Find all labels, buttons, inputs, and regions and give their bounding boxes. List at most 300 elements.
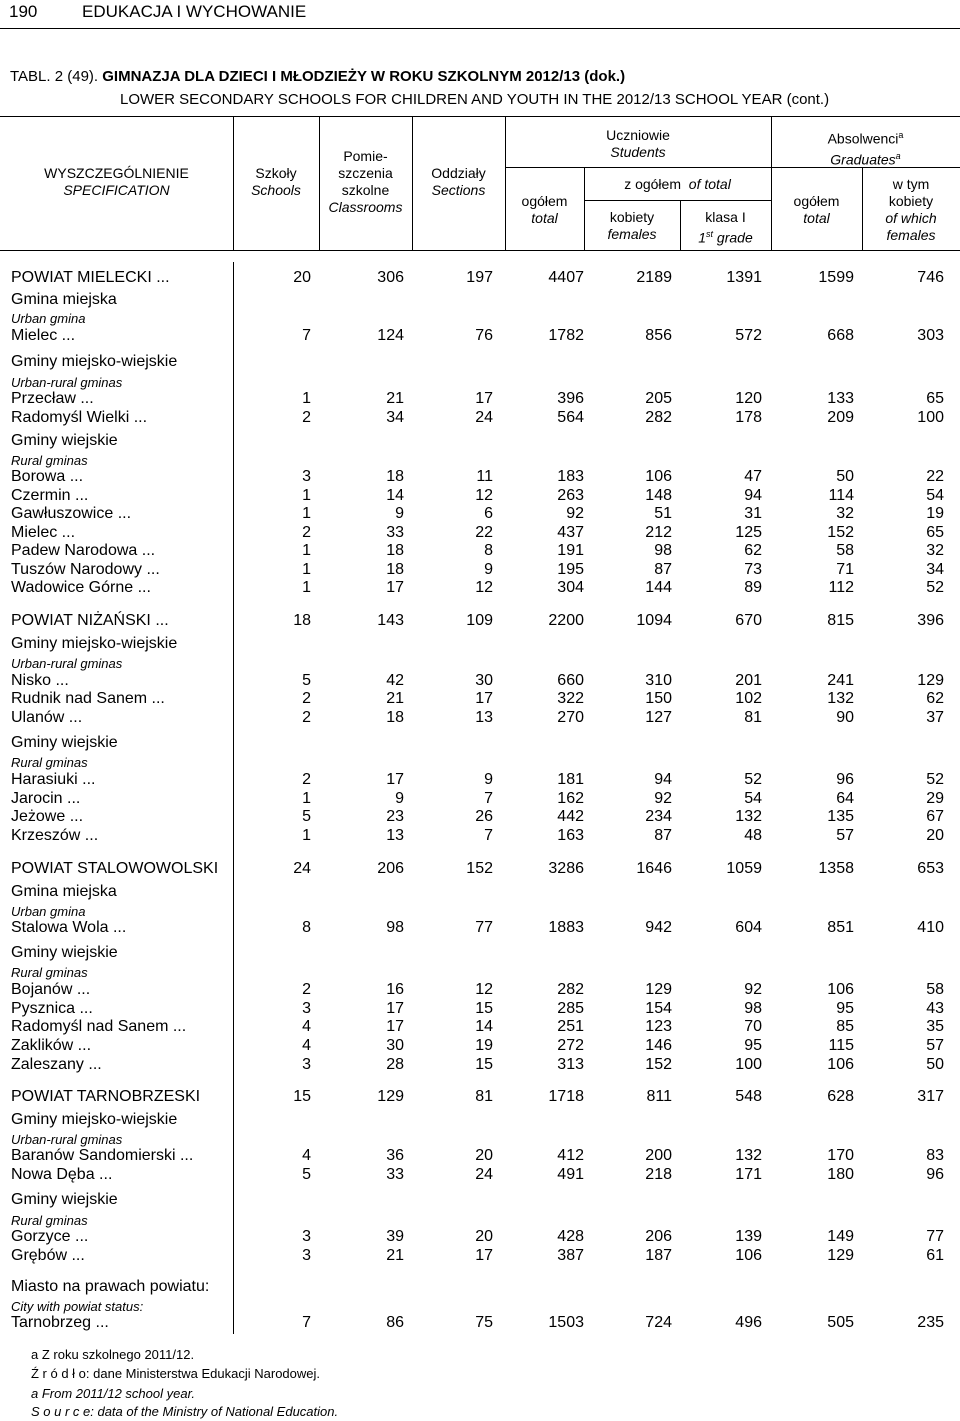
footnote-a-en: a From 2011/12 school year. (31, 1386, 196, 1401)
row-value: 628 (827, 1088, 854, 1105)
row-value: 61 (926, 1247, 944, 1264)
row-value: 815 (827, 612, 854, 629)
row-value: 437 (557, 524, 584, 541)
row-value: 505 (827, 1314, 854, 1331)
row-value: 112 (828, 579, 854, 596)
row-label: Gawłuszowice ... (11, 505, 132, 522)
row-value: 2200 (548, 612, 584, 629)
row-value: 43 (926, 1000, 944, 1017)
row-value: 92 (744, 981, 762, 998)
row-value: 564 (557, 409, 584, 426)
row-value: 1599 (818, 269, 854, 286)
header-first-grade (680, 209, 771, 247)
row-value: 23 (386, 808, 404, 825)
header-of-which-females (862, 176, 960, 244)
header-which-en: of which (885, 210, 937, 226)
row-value: 95 (744, 1037, 762, 1054)
row-label: POWIAT STALOWOWOLSKI (11, 860, 219, 877)
row-value: 218 (645, 1166, 672, 1183)
header-students-total (505, 193, 584, 227)
row-value: 17 (475, 1247, 493, 1264)
row-value: 235 (917, 1314, 944, 1331)
row-value: 1391 (726, 269, 762, 286)
row-value: 7 (302, 327, 311, 344)
row-value: 96 (836, 771, 854, 788)
row-value: 22 (475, 524, 493, 541)
row-label: Ulanów ... (11, 709, 83, 726)
table-row (0, 1313, 960, 1333)
source-note-en: S o u r c e: data of the Ministry of National Education. (31, 1404, 339, 1419)
row-value: 58 (926, 981, 944, 998)
table-row (0, 1146, 960, 1166)
row-value: 127 (645, 709, 672, 726)
row-label: Mielec ... (11, 327, 76, 344)
table-row (0, 1055, 960, 1075)
row-sublabel: Urban-rural gminas (11, 375, 123, 390)
row-value: 811 (646, 1088, 672, 1105)
row-value: 129 (377, 1088, 404, 1105)
row-label: Czermin ... (11, 487, 89, 504)
label-column-rule (233, 262, 234, 1334)
table-row (0, 1227, 960, 1247)
header-grad-total-en: total (803, 210, 830, 226)
row-value: 206 (645, 1228, 672, 1245)
row-value: 428 (557, 1228, 584, 1245)
header-schools-pl: Szkoły (255, 165, 297, 181)
row-value: 396 (917, 612, 944, 629)
row-value: 491 (557, 1166, 584, 1183)
row-value: 270 (557, 709, 584, 726)
row-value: 7 (302, 1314, 311, 1331)
header-females (584, 209, 680, 243)
header-grad-total-pl: ogółem (793, 193, 840, 209)
header-specification-en: SPECIFICATION (63, 182, 170, 198)
row-value: 70 (744, 1018, 762, 1035)
header-of-total (584, 176, 771, 193)
row-value: 67 (926, 808, 944, 825)
row-value: 106 (827, 981, 854, 998)
row-value: 2 (302, 981, 311, 998)
table-row (0, 1110, 960, 1130)
row-value: 30 (475, 672, 493, 689)
table-row (0, 560, 960, 580)
row-value: 65 (926, 390, 944, 407)
row-value: 24 (475, 409, 493, 426)
row-value: 57 (926, 1037, 944, 1054)
row-value: 36 (386, 1147, 404, 1164)
table-row (0, 431, 960, 451)
row-label: Radomyśl nad Sanem ... (11, 1018, 187, 1035)
header-graduates-pl (771, 127, 960, 148)
row-value: 3 (302, 1000, 311, 1017)
row-label: Padew Narodowa ... (11, 542, 156, 559)
row-value: 1 (302, 487, 311, 504)
row-label: Gminy miejsko-wiejskie (11, 635, 178, 652)
header-of-total-pl: z ogółem (624, 176, 681, 192)
row-sublabel: Rural gminas (11, 965, 88, 980)
row-value: 152 (827, 524, 854, 541)
row-value: 170 (827, 1147, 854, 1164)
row-value: 282 (645, 409, 672, 426)
row-value: 234 (645, 808, 672, 825)
table-row (0, 1036, 960, 1056)
row-value: 15 (475, 1000, 493, 1017)
row-value: 1 (302, 827, 311, 844)
table-row (0, 389, 960, 409)
row-label: Radomyśl Wielki ... (11, 409, 148, 426)
table-row (0, 326, 960, 346)
table-title-prefix: TABL. 2 (49). (10, 68, 103, 85)
row-value: 52 (926, 771, 944, 788)
row-label: Tuszów Narodowy ... (11, 561, 160, 578)
row-value: 92 (654, 790, 672, 807)
table-row (0, 733, 960, 753)
table-row (0, 408, 960, 428)
row-value: 548 (735, 1088, 762, 1105)
header-sections-pl: Oddziały (431, 165, 486, 181)
row-label: Gminy wiejskie (11, 944, 118, 961)
row-value: 14 (386, 487, 404, 504)
row-value: 81 (475, 1088, 493, 1105)
row-value: 85 (836, 1018, 854, 1035)
row-value: 4 (302, 1018, 311, 1035)
row-sublabel: Urban-rural gminas (11, 656, 123, 671)
table-row (0, 268, 960, 288)
header-sections-en: Sections (431, 182, 486, 198)
table-row (0, 882, 960, 902)
header-schools-en: Schools (251, 182, 301, 198)
row-value: 209 (827, 409, 854, 426)
row-value: 39 (386, 1228, 404, 1245)
row-value: 96 (926, 1166, 944, 1183)
row-value: 139 (735, 1228, 762, 1245)
row-value: 144 (645, 579, 672, 596)
row-value: 58 (836, 542, 854, 559)
row-value: 1782 (548, 327, 584, 344)
row-value: 20 (475, 1228, 493, 1245)
row-value: 47 (744, 468, 762, 485)
row-value: 17 (386, 771, 404, 788)
row-value: 8 (302, 919, 311, 936)
row-label: Gmina miejska (11, 883, 117, 900)
row-value: 120 (735, 390, 762, 407)
row-value: 18 (386, 542, 404, 559)
row-label: POWIAT MIELECKI ... (11, 269, 170, 286)
header-specification (0, 165, 233, 199)
row-value: 12 (475, 981, 493, 998)
row-value: 205 (645, 390, 672, 407)
header-total-pl: ogółem (521, 193, 568, 209)
row-value: 76 (475, 327, 493, 344)
row-value: 125 (735, 524, 762, 541)
table-row (0, 578, 960, 598)
table-row (0, 999, 960, 1019)
header-graduates (771, 127, 960, 168)
source-note-pl: Ź r ó d ł o: dane Ministerstwa Edukacji Narodowej. (31, 1366, 321, 1381)
row-value: 33 (386, 524, 404, 541)
row-label: Jeżowe ... (11, 808, 84, 825)
table-row (0, 1246, 960, 1266)
table-row (0, 789, 960, 809)
row-value: 304 (557, 579, 584, 596)
row-value: 183 (557, 468, 584, 485)
table-row (0, 1165, 960, 1185)
table-row (0, 826, 960, 846)
row-value: 2 (302, 690, 311, 707)
table-row (0, 770, 960, 790)
table-row (0, 807, 960, 827)
table-row (0, 634, 960, 654)
row-value: 48 (744, 827, 762, 844)
row-label: Stalowa Wola ... (11, 919, 127, 936)
row-value: 6 (484, 505, 493, 522)
row-value: 28 (386, 1056, 404, 1073)
row-value: 4 (302, 1147, 311, 1164)
row-value: 54 (744, 790, 762, 807)
header-students-pl: Uczniowie (606, 127, 670, 143)
row-value: 396 (557, 390, 584, 407)
row-value: 106 (827, 1056, 854, 1073)
row-label: Bojanów ... (11, 981, 91, 998)
row-value: 149 (827, 1228, 854, 1245)
row-value: 135 (827, 808, 854, 825)
row-value: 34 (926, 561, 944, 578)
header-classrooms-en: Classrooms (328, 199, 403, 215)
row-value: 81 (744, 709, 762, 726)
page-header-rule (0, 28, 960, 29)
row-value: 146 (645, 1037, 672, 1054)
row-value: 2 (302, 524, 311, 541)
row-value: 12 (475, 579, 493, 596)
row-value: 77 (475, 919, 493, 936)
row-value: 64 (836, 790, 854, 807)
row-value: 124 (377, 327, 404, 344)
row-label: Wadowice Górne ... (11, 579, 151, 596)
row-value: 1 (302, 505, 311, 522)
header-classrooms (319, 148, 412, 216)
row-sublabel: Rural gminas (11, 1213, 88, 1228)
row-value: 35 (926, 1018, 944, 1035)
header-students (505, 127, 771, 161)
row-value: 89 (744, 579, 762, 596)
row-value: 7 (484, 790, 493, 807)
row-value: 13 (475, 709, 493, 726)
row-value: 303 (917, 327, 944, 344)
table-row (0, 611, 960, 631)
row-label: Gorzyce ... (11, 1228, 89, 1245)
row-value: 285 (557, 1000, 584, 1017)
row-value: 3 (302, 1247, 311, 1264)
table-title-english: LOWER SECONDARY SCHOOLS FOR CHILDREN AND YOUTH IN THE 2012/13 SCHOOL YEAR (cont.) (120, 91, 830, 108)
header-bottom-rule (0, 250, 960, 251)
row-value: 106 (735, 1247, 762, 1264)
row-value: 187 (645, 1247, 672, 1264)
row-value: 9 (484, 771, 493, 788)
row-value: 572 (735, 327, 762, 344)
header-graduates-en-text: Graduates (830, 151, 896, 168)
row-value: 9 (395, 505, 404, 522)
row-label: Mielec ... (11, 524, 76, 541)
row-label: Zaleszany ... (11, 1056, 102, 1073)
header-specification-pl: WYSZCZEGÓLNIENIE (44, 165, 189, 181)
row-value: 18 (386, 561, 404, 578)
row-value: 19 (926, 505, 944, 522)
row-value: 604 (735, 919, 762, 936)
row-label: Zaklików ... (11, 1037, 92, 1054)
row-value: 1 (302, 579, 311, 596)
row-value: 29 (926, 790, 944, 807)
row-label: Gminy miejsko-wiejskie (11, 353, 178, 370)
row-value: 32 (926, 542, 944, 559)
row-value: 30 (386, 1037, 404, 1054)
row-value: 114 (828, 487, 854, 504)
row-label: Harasiuki ... (11, 771, 96, 788)
table-row (0, 1277, 960, 1297)
row-value: 21 (386, 1247, 404, 1264)
row-value: 150 (645, 690, 672, 707)
table-row (0, 467, 960, 487)
row-value: 133 (827, 390, 854, 407)
table-row (0, 1190, 960, 1210)
row-value: 65 (926, 524, 944, 541)
row-value: 51 (654, 505, 672, 522)
row-value: 62 (926, 690, 944, 707)
row-value: 163 (557, 827, 584, 844)
header-schools (233, 165, 319, 199)
header-classrooms-pl: szkolne (341, 182, 390, 198)
row-value: 2189 (636, 269, 672, 286)
header-students-en: Students (610, 144, 666, 160)
row-value: 42 (386, 672, 404, 689)
table-row (0, 859, 960, 879)
page-number: 190 (9, 2, 38, 21)
row-value: 100 (735, 1056, 762, 1073)
row-value: 668 (827, 327, 854, 344)
row-label: Borowa ... (11, 468, 84, 485)
row-value: 181 (557, 771, 584, 788)
row-value: 21 (386, 690, 404, 707)
row-value: 272 (557, 1037, 584, 1054)
row-value: 201 (735, 672, 762, 689)
table-row (0, 541, 960, 561)
row-value: 195 (557, 561, 584, 578)
row-label: Gminy wiejskie (11, 734, 118, 751)
row-label: POWIAT NIŻAŃSKI ... (11, 612, 169, 629)
row-label: Gminy miejsko-wiejskie (11, 1111, 178, 1128)
row-value: 21 (386, 390, 404, 407)
row-value: 18 (293, 612, 311, 629)
row-label: Miasto na prawach powiatu: (11, 1278, 210, 1295)
row-value: 34 (386, 409, 404, 426)
row-value: 1094 (636, 612, 672, 629)
row-value: 3 (302, 1056, 311, 1073)
row-value: 1 (302, 561, 311, 578)
row-value: 2 (302, 709, 311, 726)
header-which-pl: w tym (892, 176, 930, 192)
row-value: 24 (475, 1166, 493, 1183)
row-value: 94 (654, 771, 672, 788)
row-value: 1 (302, 790, 311, 807)
footnote-a-pl: a Z roku szkolnego 2011/12. (31, 1347, 195, 1362)
row-value: 9 (395, 790, 404, 807)
row-value: 206 (377, 860, 404, 877)
row-value: 410 (917, 919, 944, 936)
row-label: Baranów Sandomierski ... (11, 1147, 194, 1164)
row-value: 50 (836, 468, 854, 485)
row-value: 32 (836, 505, 854, 522)
row-value: 22 (926, 468, 944, 485)
row-value: 251 (557, 1018, 584, 1035)
row-value: 3 (302, 468, 311, 485)
row-value: 90 (836, 709, 854, 726)
row-value: 14 (475, 1018, 493, 1035)
row-value: 1883 (548, 919, 584, 936)
row-value: 2 (302, 771, 311, 788)
row-label: Gminy wiejskie (11, 432, 118, 449)
table-row (0, 671, 960, 691)
row-value: 653 (917, 860, 944, 877)
row-value: 1 (302, 390, 311, 407)
row-value: 7 (484, 827, 493, 844)
header-females-pl: kobiety (609, 209, 655, 225)
row-value: 5 (302, 808, 311, 825)
row-value: 11 (476, 468, 493, 485)
of-total-group-rule (584, 200, 771, 201)
row-value: 148 (645, 487, 672, 504)
row-value: 1646 (636, 860, 672, 877)
row-value: 13 (386, 827, 404, 844)
row-value: 71 (836, 561, 854, 578)
row-value: 1718 (548, 1088, 584, 1105)
row-label: POWIAT TARNOBRZESKI (11, 1088, 201, 1105)
row-value: 115 (828, 1037, 854, 1054)
row-value: 1358 (818, 860, 854, 877)
header-graduates-en (771, 148, 960, 169)
row-value: 4407 (548, 269, 584, 286)
row-label: Nowa Dęba ... (11, 1166, 113, 1183)
header-top-rule (0, 116, 960, 117)
row-value: 100 (917, 409, 944, 426)
row-value: 12 (475, 487, 493, 504)
row-value: 17 (386, 579, 404, 596)
row-value: 17 (386, 1018, 404, 1035)
row-value: 496 (735, 1314, 762, 1331)
row-value: 19 (475, 1037, 493, 1054)
row-value: 98 (654, 542, 672, 559)
row-value: 3286 (548, 860, 584, 877)
row-value: 851 (827, 919, 854, 936)
row-value: 191 (557, 542, 584, 559)
table-title (10, 68, 625, 85)
row-value: 152 (645, 1056, 672, 1073)
table-row (0, 523, 960, 543)
row-value: 1 (302, 542, 311, 559)
row-value: 2 (302, 409, 311, 426)
header-grade-en-sup: st (706, 229, 714, 239)
students-group-rule (505, 167, 771, 168)
row-value: 77 (926, 1228, 944, 1245)
row-value: 143 (377, 612, 404, 629)
table-row (0, 708, 960, 728)
row-value: 129 (827, 1247, 854, 1264)
footnote-marker: a (895, 150, 901, 161)
row-value: 241 (827, 672, 854, 689)
header-sections (412, 165, 505, 199)
row-value: 31 (744, 505, 762, 522)
row-value: 4 (302, 1037, 311, 1054)
header-graduates-total (771, 193, 862, 227)
row-value: 54 (926, 487, 944, 504)
